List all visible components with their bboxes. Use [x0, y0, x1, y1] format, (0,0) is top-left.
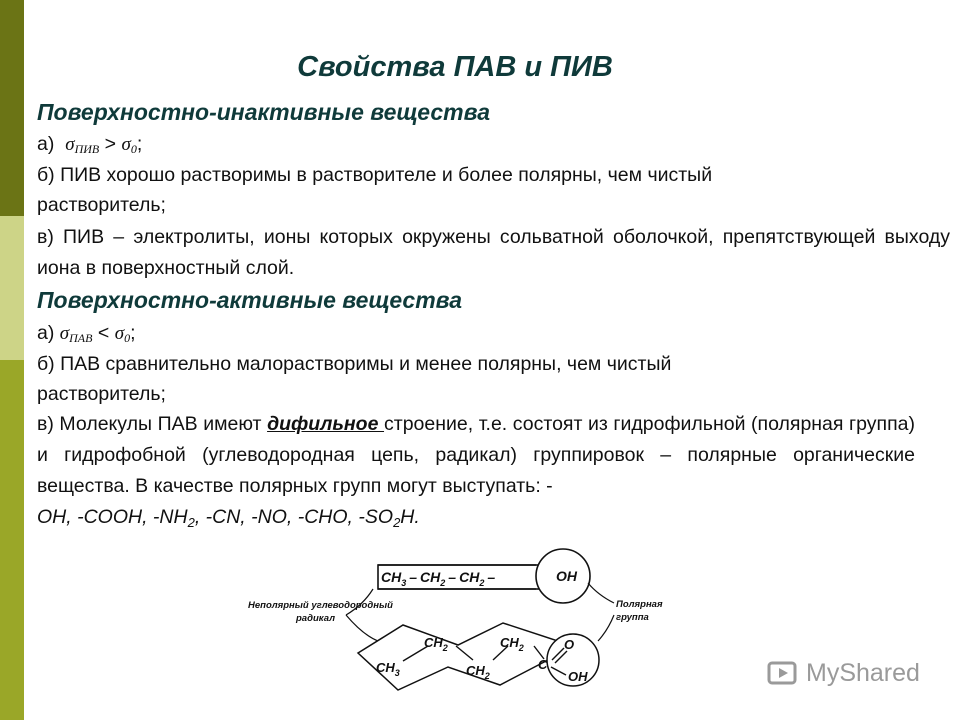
sigma-zero — [121, 134, 136, 155]
label-polar-line1: Полярная — [616, 599, 663, 610]
group-part-2: , -CN, -NO, -CHO, -SO — [194, 506, 394, 528]
heading-active: Поверхностно-активные вещества — [37, 287, 463, 313]
relation-greater: > — [99, 133, 122, 155]
inactive-a-prefix: а) — [37, 133, 55, 155]
sigma-piv — [65, 134, 99, 155]
sigma-zero-subscript: 0 — [130, 142, 137, 156]
watermark-text: MyShared — [806, 658, 920, 687]
zigzag-ch2-a: CH — [424, 635, 443, 650]
sigma-symbol: σ — [114, 323, 125, 344]
zigzag-o: O — [564, 637, 575, 652]
svg-text:CH2: $CH_2$ — [500, 635, 524, 653]
zigzag-oh: OH — [568, 669, 588, 684]
sigma-zero — [115, 323, 130, 344]
svg-text:CH3–CH2–CH2–: $CH_3 - CH_2 - CH_2$ – — [381, 569, 496, 588]
watermark — [766, 655, 920, 691]
heading-inactive: Поверхностно-инактивные вещества — [37, 99, 490, 125]
slide-title: Свойства ПАВ и ПИВ — [297, 51, 613, 83]
sigma-symbol: σ — [121, 134, 131, 155]
inactive-point-b-line2: растворитель; — [37, 194, 166, 216]
side-bar-bottom — [0, 360, 24, 720]
semicolon: ; — [130, 322, 136, 344]
svg-text:CH3: $CH_3$ — [376, 660, 400, 678]
side-bar-top — [0, 0, 24, 216]
diphilic-term: дифильное — [267, 413, 385, 435]
sigma-symbol: σ — [65, 134, 75, 155]
sigma-symbol: σ — [59, 323, 70, 344]
inactive-point-b-line1: б) ПИВ хорошо растворимы в растворителе и более полярны, чем чистый — [37, 164, 713, 186]
polar-groups-list — [37, 502, 420, 538]
surfactant-molecule-diagram — [238, 545, 678, 695]
zigzag-ch2-b: CH — [466, 663, 485, 678]
active-point-c — [37, 409, 915, 502]
active-point-b-line1: б) ПАВ сравнительно малорастворимы и менее полярны, чем чистый — [37, 353, 672, 375]
label-nonpolar-line2: радикал — [296, 613, 336, 624]
formula-oh: OH — [556, 568, 577, 584]
sigma-piv-subscript: ПИВ — [74, 142, 100, 156]
active-a-prefix: а) — [37, 322, 55, 344]
active-point-b-line2: растворитель; — [37, 383, 166, 405]
nh2-subscript: 2 — [187, 515, 195, 530]
formula-ch3: CH — [381, 569, 402, 585]
label-polar-line2: группа — [616, 612, 649, 623]
semicolon: ; — [136, 133, 143, 155]
group-part-1: OH, -COOH, -NH — [37, 506, 188, 528]
sigma-pav — [60, 323, 93, 344]
so2-subscript: 2 — [393, 515, 401, 530]
inactive-point-c: в) ПИВ – электролиты, ионы которых окружены сольватной оболочкой, препятствующей выходу иона в поверхностный слой. — [37, 226, 950, 279]
zigzag-outline — [358, 623, 558, 690]
zigzag-ch2-c: CH — [500, 635, 519, 650]
side-bar-middle — [0, 216, 24, 360]
label-nonpolar-line1: Неполярный углеводородный — [248, 600, 393, 611]
active-c-before: в) Молекулы ПАВ имеют — [37, 413, 268, 435]
svg-text:CH2: $CH_2$ — [424, 635, 448, 653]
active-c-after: строение, т.е. состоят из гидрофильной (полярная группа) и гидрофобной (углеводородная цепь, радикал) группировок – полярные органические вещества. В качестве полярных групп могут выступать: - — [37, 413, 915, 497]
zigzag-c: C — [538, 657, 548, 672]
sigma-zero-subscript: 0 — [124, 331, 131, 345]
relation-less: < — [92, 322, 115, 344]
group-part-3: H. — [400, 506, 420, 528]
svg-text:CH2: $CH_2$ — [466, 663, 490, 681]
zigzag-ch3: CH — [376, 660, 395, 675]
myshared-logo-icon — [766, 656, 800, 690]
sigma-pav-subscript: ПАВ — [69, 331, 93, 345]
